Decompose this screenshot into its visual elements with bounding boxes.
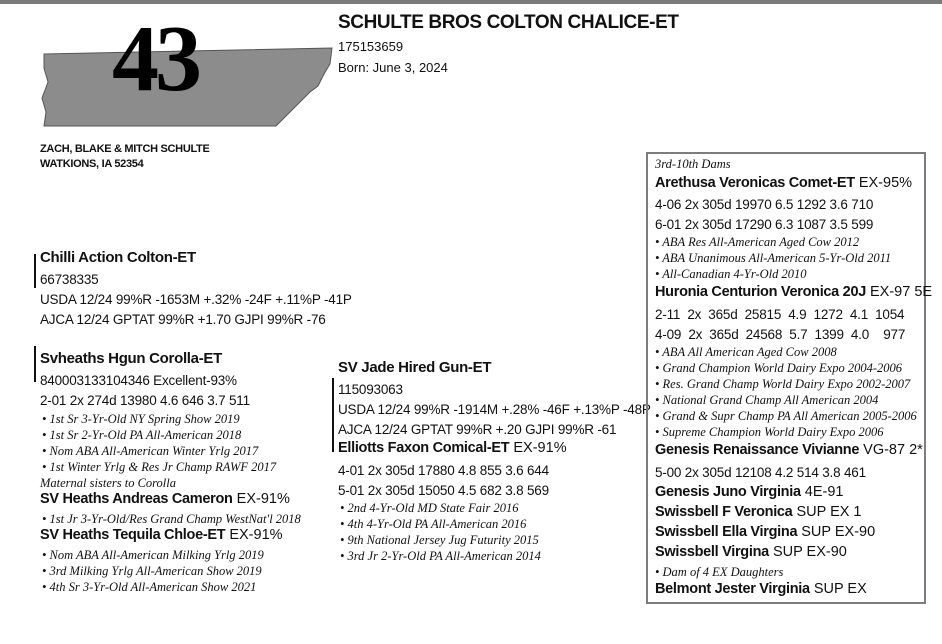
granddam-honor: • 3rd Jr 2-Yr-Old PA All-American 2014: [340, 549, 541, 563]
sire-usda: USDA 12/24 99%R -1653M +.32% -24F +.11%P -41P: [40, 292, 352, 307]
dam-3-honor: • All-Canadian 4-Yr-Old 2010: [655, 267, 807, 281]
granddam-name: Elliotts Faxon Comical-ET: [338, 440, 510, 456]
granddam-honor: • 9th National Jersey Jug Futurity 2015: [340, 533, 539, 547]
granddam: [338, 440, 567, 456]
sister-2-honor: • 4th Sr 3-Yr-Old All-American Show 2021: [42, 580, 257, 594]
dam-5: [655, 442, 923, 458]
sister-1-name: SV Heaths Andreas Cameron: [40, 491, 233, 507]
granddam-honor: • 4th 4-Yr-Old PA All-American 2016: [340, 517, 527, 531]
top-rule: [0, 0, 942, 4]
dam-7: [655, 504, 862, 520]
mgs-name: SV Jade Hired Gun-ET: [338, 359, 492, 376]
dam-3-record: 4-06 2x 305d 19970 6.5 1292 3.6 710: [655, 197, 874, 212]
mgs-reg: 115093063: [338, 382, 403, 397]
dam-3-honor: • ABA Res All-American Aged Cow 2012: [655, 235, 860, 249]
sister-2-honor: • Nom ABA All-American Milking Yrlg 2019: [42, 548, 264, 562]
dam-4-record: 2-11 2x 365d 25815 4.9 1272 4.1 1054: [655, 307, 905, 322]
dam-4-honor: • Grand Champion World Dairy Expo 2004-2006: [655, 361, 902, 375]
sister-2-name: SV Heaths Tequila Chloe-ET: [40, 527, 226, 543]
registration-number: 175153659: [338, 39, 404, 54]
animal-name: SCHULTE BROS COLTON CHALICE-ET: [338, 12, 679, 33]
sire-ajca: AJCA 12/24 GPTAT 99%R +1.70 GJPI 99%R -76: [40, 312, 326, 327]
dam-4-name: Huronia Centurion Veronica 20J: [655, 284, 866, 300]
dam-3-name: Arethusa Veronicas Comet-ET: [655, 175, 855, 191]
mgs-usda: USDA 12/24 99%R -1914M +.28% -46F +.13%P -48P: [338, 402, 651, 417]
dams-box: [646, 152, 933, 604]
sister-1: [40, 491, 290, 507]
dam-9-name: Swissbell Virgina: [655, 544, 769, 560]
consignor-address: WATKIONS, IA 52354: [40, 158, 144, 170]
sire-bracket: [34, 254, 36, 288]
sister-2: [40, 527, 283, 543]
dam-5-name: Genesis Renaissance Vivianne: [655, 442, 860, 458]
dam-4-honor: • Res. Grand Champ World Dairy Expo 2002-2007: [655, 377, 911, 391]
dam-9-score: SUP EX-90: [772, 544, 847, 560]
dam-6-score: 4E-91: [804, 484, 844, 500]
sire-name: Chilli Action Colton-ET: [40, 249, 196, 266]
dam-reg: 840003133104346 Excellent-93%: [40, 373, 237, 388]
dam-4-score: EX-97 5E: [870, 284, 933, 300]
dam-honor: • Nom ABA All-American Winter Yrlg 2017: [42, 444, 259, 458]
dam-4-honor: • ABA All American Aged Cow 2008: [655, 345, 837, 359]
dam-3-score: EX-95%: [858, 175, 913, 191]
dam-3: [655, 175, 912, 191]
dam-10: [655, 581, 867, 597]
dam-7-score: SUP EX 1: [796, 504, 862, 520]
dam-3-record: 6-01 2x 305d 17290 6.3 1087 3.5 599: [655, 217, 874, 232]
dam-4: [655, 284, 932, 300]
dam-6-name: Genesis Juno Virginia: [655, 484, 801, 500]
dam-9: [655, 544, 847, 560]
dam-7-name: Swissbell F Veronica: [655, 504, 793, 520]
dam-record: 2-01 2x 274d 13980 4.6 646 3.7 511: [40, 393, 250, 408]
dam-8-score: SUP EX-90: [801, 524, 876, 540]
dam-4-record: 4-09 2x 365d 24568 5.7 1399 4.0 977: [655, 327, 906, 342]
dam-4-honor: • Grand & Supr Champ PA All American 2005-2006: [655, 409, 917, 423]
dam-10-name: Belmont Jester Virginia: [655, 581, 810, 597]
sister-2-honor: • 3rd Milking Yrlg All-American Show 2019: [42, 564, 262, 578]
dam-honor: • 1st Sr 3-Yr-Old NY Spring Show 2019: [42, 412, 240, 426]
dam-4-honor: • National Grand Champ All American 2004: [655, 393, 879, 407]
sister-2-score: EX-91%: [229, 527, 283, 543]
dam-6: [655, 484, 843, 500]
birth-date: Born: June 3, 2024: [338, 60, 448, 75]
granddam-record: 4-01 2x 305d 17880 4.8 855 3.6 644: [338, 463, 549, 478]
dam-honor: • 1st Sr 2-Yr-Old PA All-American 2018: [42, 428, 242, 442]
sister-1-score: EX-91%: [236, 491, 290, 507]
granddam-honor: • 2nd 4-Yr-Old MD State Fair 2016: [340, 501, 519, 515]
dam-name: Svheaths Hgun Corolla-ET: [40, 350, 222, 367]
dam-5-record: 5-00 2x 305d 12108 4.2 514 3.8 461: [655, 465, 866, 480]
dam-honor: • 1st Winter Yrlg & Res Jr Champ RAWF 2017: [42, 460, 277, 474]
dam-8-name: Swissbell Ella Virgina: [655, 524, 798, 540]
granddam-score: EX-91%: [513, 440, 567, 456]
dam-9-note: • Dam of 4 EX Daughters: [655, 565, 784, 579]
sister-1-honor: • 1st Jr 3-Yr-Old/Res Grand Champ WestNat'l 2018: [42, 512, 301, 526]
maternal-sisters-note: Maternal sisters to Corolla: [40, 476, 177, 490]
lot-number: 43: [112, 7, 198, 111]
dam-3-honor: • ABA Unanimous All-American 5-Yr-Old 2011: [655, 251, 892, 265]
dam-10-score: SUP EX: [813, 581, 867, 597]
dam-8: [655, 524, 875, 540]
granddam-record: 5-01 2x 305d 15050 4.5 682 3.8 569: [338, 483, 549, 498]
dams-box-header: 3rd-10th Dams: [655, 157, 731, 171]
mgs-ajca: AJCA 12/24 GPTAT 99%R +.20 GJPI 99%R -61: [338, 422, 617, 437]
sire-reg: 66738335: [40, 272, 99, 287]
dam-bracket: [34, 346, 36, 382]
dam-4-honor: • Supreme Champion World Dairy Expo 2006: [655, 425, 884, 439]
consignor-name: ZACH, BLAKE & MITCH SCHULTE: [40, 143, 210, 155]
dam-5-score: VG-87 2*: [863, 442, 923, 458]
mgs-bracket: [332, 378, 334, 452]
